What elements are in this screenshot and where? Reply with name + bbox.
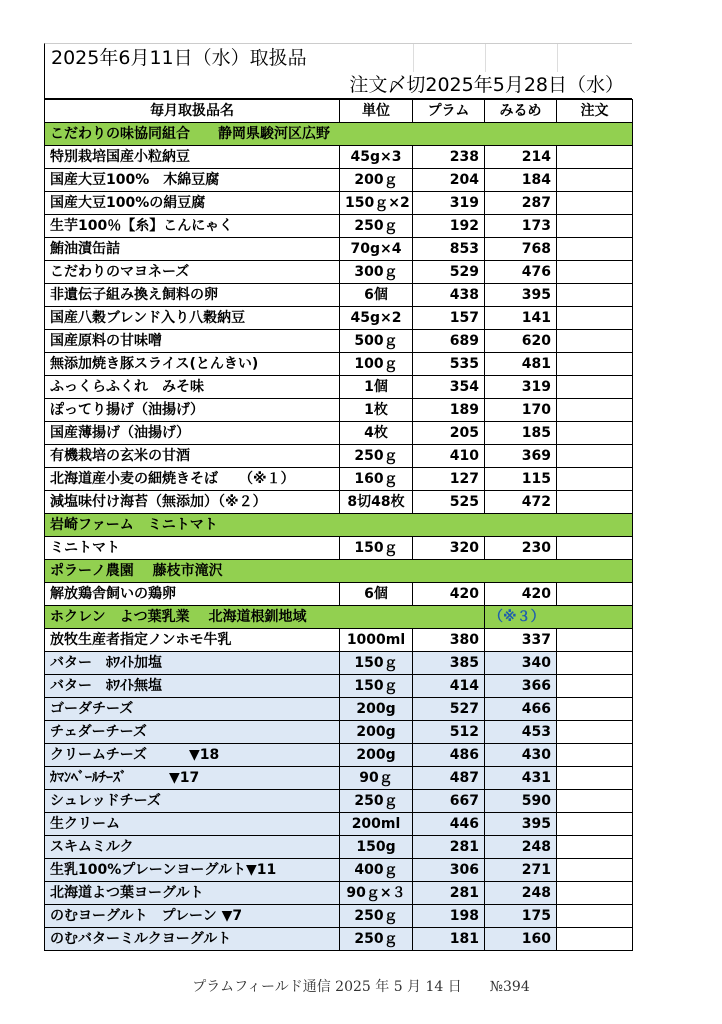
price-mirume: 230 xyxy=(485,537,557,560)
order-quantity-cell[interactable] xyxy=(557,399,633,422)
product-row xyxy=(45,146,633,169)
product-name: 鮪油漬缶詰 xyxy=(45,238,340,261)
order-quantity-cell[interactable] xyxy=(557,698,633,721)
product-unit: 150ｇ xyxy=(340,675,413,698)
table-header-row xyxy=(45,100,633,123)
price-pram: 157 xyxy=(413,307,485,330)
product-name: 生クリーム xyxy=(45,813,340,836)
product-row xyxy=(45,353,633,376)
product-name: 減塩味付け海苔（無添加）（※２） xyxy=(45,491,340,514)
order-quantity-cell[interactable] xyxy=(557,790,633,813)
product-unit: 150g xyxy=(340,836,413,859)
product-row xyxy=(45,721,633,744)
order-quantity-cell[interactable] xyxy=(557,537,633,560)
product-unit: 6個 xyxy=(340,284,413,307)
price-mirume: 287 xyxy=(485,192,557,215)
product-name: ふっくらふくれ みそ味 xyxy=(45,376,340,399)
product-unit: 250ｇ xyxy=(340,790,413,813)
product-row xyxy=(45,882,633,905)
product-unit: 6個 xyxy=(340,583,413,606)
grid-line xyxy=(485,44,486,72)
price-pram: 306 xyxy=(413,859,485,882)
order-quantity-cell[interactable] xyxy=(557,192,633,215)
product-row xyxy=(45,744,633,767)
product-unit: 100ｇ xyxy=(340,353,413,376)
product-name: 有機栽培の玄米の甘酒 xyxy=(45,445,340,468)
section-title: ホクレン よつ葉乳業 北海道根釧地域 xyxy=(45,606,485,629)
price-mirume: 141 xyxy=(485,307,557,330)
order-quantity-cell[interactable] xyxy=(557,744,633,767)
product-unit: 150ｇ xyxy=(340,537,413,560)
product-row xyxy=(45,583,633,606)
product-name: ぽってり揚げ（油揚げ） xyxy=(45,399,340,422)
product-unit: 150ｇ×2 xyxy=(340,192,413,215)
product-name: ゴーダチーズ xyxy=(45,698,340,721)
product-unit: 200g xyxy=(340,698,413,721)
product-name: 無添加焼き豚スライス(とんきい) xyxy=(45,353,340,376)
product-unit: 90ｇ×３ xyxy=(340,882,413,905)
order-quantity-cell[interactable] xyxy=(557,491,633,514)
section-title: 岩崎ファーム ミニトマト xyxy=(45,514,633,537)
product-row xyxy=(45,652,633,675)
product-row xyxy=(45,859,633,882)
order-quantity-cell[interactable] xyxy=(557,813,633,836)
product-unit: 45g×2 xyxy=(340,307,413,330)
grid-line xyxy=(557,44,558,72)
order-quantity-cell[interactable] xyxy=(557,284,633,307)
product-row xyxy=(45,537,633,560)
product-name: バター ﾎﾜｲﾄ無塩 xyxy=(45,675,340,698)
header-mirume: みるめ xyxy=(485,100,557,123)
price-mirume: 369 xyxy=(485,445,557,468)
product-unit: 500ｇ xyxy=(340,330,413,353)
price-pram: 354 xyxy=(413,376,485,399)
product-unit: 70g×4 xyxy=(340,238,413,261)
grid-line xyxy=(413,44,414,72)
product-name: 国産原料の甘味噌 xyxy=(45,330,340,353)
product-name: のむヨーグルト プレーン ▼7 xyxy=(45,905,340,928)
order-quantity-cell[interactable] xyxy=(557,583,633,606)
product-unit: 160ｇ xyxy=(340,468,413,491)
product-unit: 400ｇ xyxy=(340,859,413,882)
price-pram: 127 xyxy=(413,468,485,491)
section-note: （※３） xyxy=(485,606,633,629)
product-row xyxy=(45,491,633,514)
product-row xyxy=(45,836,633,859)
product-name: シュレッドチーズ xyxy=(45,790,340,813)
price-mirume: 248 xyxy=(485,836,557,859)
order-sheet xyxy=(44,43,632,951)
product-name: 北海道よつ葉ヨーグルト xyxy=(45,882,340,905)
header-pram: プラム xyxy=(413,100,485,123)
product-row xyxy=(45,169,633,192)
order-quantity-cell[interactable] xyxy=(557,675,633,698)
price-pram: 438 xyxy=(413,284,485,307)
price-pram: 189 xyxy=(413,399,485,422)
price-mirume: 115 xyxy=(485,468,557,491)
section-header-row xyxy=(45,606,633,629)
product-name: クリームチーズ ▼18 xyxy=(45,744,340,767)
price-mirume: 466 xyxy=(485,698,557,721)
price-mirume: 319 xyxy=(485,376,557,399)
product-row xyxy=(45,399,633,422)
order-quantity-cell[interactable] xyxy=(557,146,633,169)
price-mirume: 620 xyxy=(485,330,557,353)
price-pram: 527 xyxy=(413,698,485,721)
product-row xyxy=(45,330,633,353)
order-quantity-cell[interactable] xyxy=(557,905,633,928)
product-row xyxy=(45,698,633,721)
order-quantity-cell[interactable] xyxy=(557,767,633,790)
section-title: こだわりの味協同組合 静岡県駿河区広野 xyxy=(45,123,633,146)
price-pram: 529 xyxy=(413,261,485,284)
order-quantity-cell[interactable] xyxy=(557,859,633,882)
price-pram: 319 xyxy=(413,192,485,215)
product-name: 放牧生産者指定ノンホモ牛乳 xyxy=(45,629,340,652)
product-name: 国産大豆100% 木綿豆腐 xyxy=(45,169,340,192)
price-pram: 689 xyxy=(413,330,485,353)
order-quantity-cell[interactable] xyxy=(557,238,633,261)
product-unit: 45g×3 xyxy=(340,146,413,169)
price-mirume: 214 xyxy=(485,146,557,169)
product-name: 国産大豆100%の絹豆腐 xyxy=(45,192,340,215)
price-pram: 487 xyxy=(413,767,485,790)
product-name: 解放鶏舎飼いの鶏卵 xyxy=(45,583,340,606)
price-mirume: 248 xyxy=(485,882,557,905)
product-unit: 8切48枚 xyxy=(340,491,413,514)
product-unit: 300ｇ xyxy=(340,261,413,284)
order-quantity-cell[interactable] xyxy=(557,376,633,399)
product-row xyxy=(45,261,633,284)
product-row xyxy=(45,675,633,698)
product-row xyxy=(45,376,633,399)
product-table xyxy=(44,99,633,951)
price-mirume: 366 xyxy=(485,675,557,698)
product-name: 特別栽培国産小粒納豆 xyxy=(45,146,340,169)
product-unit: 200g xyxy=(340,744,413,767)
order-quantity-cell[interactable] xyxy=(557,652,633,675)
price-pram: 410 xyxy=(413,445,485,468)
price-mirume: 431 xyxy=(485,767,557,790)
order-quantity-cell[interactable] xyxy=(557,330,633,353)
price-pram: 385 xyxy=(413,652,485,675)
price-mirume: 184 xyxy=(485,169,557,192)
product-row xyxy=(45,790,633,813)
price-mirume: 476 xyxy=(485,261,557,284)
price-mirume: 170 xyxy=(485,399,557,422)
product-row xyxy=(45,629,633,652)
price-pram: 667 xyxy=(413,790,485,813)
order-quantity-cell[interactable] xyxy=(557,169,633,192)
product-name: 生乳100%プレーンヨーグルト▼11 xyxy=(45,859,340,882)
product-unit: 1個 xyxy=(340,376,413,399)
price-mirume: 271 xyxy=(485,859,557,882)
section-title: ポラーノ農園 藤枝市滝沢 xyxy=(45,560,633,583)
product-name: 生芋100％【糸】こんにゃく xyxy=(45,215,340,238)
product-unit: 200ｇ xyxy=(340,169,413,192)
price-pram: 320 xyxy=(413,537,485,560)
product-row xyxy=(45,445,633,468)
product-name: のむバターミルクヨーグルト xyxy=(45,928,340,951)
product-unit: 250ｇ xyxy=(340,905,413,928)
header-unit: 単位 xyxy=(340,100,413,123)
header-order: 注文 xyxy=(557,100,633,123)
price-pram: 192 xyxy=(413,215,485,238)
price-mirume: 481 xyxy=(485,353,557,376)
table-body xyxy=(45,123,633,951)
price-mirume: 453 xyxy=(485,721,557,744)
price-pram: 525 xyxy=(413,491,485,514)
header-name: 毎月取扱品名 xyxy=(45,100,340,123)
price-mirume: 337 xyxy=(485,629,557,652)
product-row xyxy=(45,192,633,215)
price-pram: 512 xyxy=(413,721,485,744)
price-mirume: 185 xyxy=(485,422,557,445)
product-name: チェダーチーズ xyxy=(45,721,340,744)
order-quantity-cell[interactable] xyxy=(557,422,633,445)
product-unit: 200g xyxy=(340,721,413,744)
price-pram: 380 xyxy=(413,629,485,652)
product-row xyxy=(45,905,633,928)
order-quantity-cell[interactable] xyxy=(557,261,633,284)
product-row xyxy=(45,284,633,307)
price-pram: 535 xyxy=(413,353,485,376)
price-pram: 198 xyxy=(413,905,485,928)
price-pram: 204 xyxy=(413,169,485,192)
price-mirume: 472 xyxy=(485,491,557,514)
product-name: 国産八穀ブレンド入り八穀納豆 xyxy=(45,307,340,330)
product-name: ミニトマト xyxy=(45,537,340,560)
price-pram: 414 xyxy=(413,675,485,698)
price-mirume: 395 xyxy=(485,813,557,836)
price-mirume: 160 xyxy=(485,928,557,951)
order-quantity-cell[interactable] xyxy=(557,629,633,652)
order-quantity-cell[interactable] xyxy=(557,445,633,468)
price-pram: 238 xyxy=(413,146,485,169)
section-header-row xyxy=(45,560,633,583)
product-unit: 90ｇ xyxy=(340,767,413,790)
price-pram: 420 xyxy=(413,583,485,606)
product-row xyxy=(45,422,633,445)
order-quantity-cell[interactable] xyxy=(557,928,633,951)
product-unit: 4枚 xyxy=(340,422,413,445)
price-mirume: 420 xyxy=(485,583,557,606)
product-row xyxy=(45,928,633,951)
product-name: 国産薄揚げ（油揚げ） xyxy=(45,422,340,445)
price-pram: 181 xyxy=(413,928,485,951)
product-name: こだわりのマヨネーズ xyxy=(45,261,340,284)
product-unit: 1枚 xyxy=(340,399,413,422)
price-pram: 205 xyxy=(413,422,485,445)
newsletter-footer: プラムフィールド通信 2025 年 5 月 14 日 №394 xyxy=(192,979,530,995)
product-name: スキムミルク xyxy=(45,836,340,859)
order-quantity-cell[interactable] xyxy=(557,468,633,491)
product-name: 非遺伝子組み換え飼料の卵 xyxy=(45,284,340,307)
order-quantity-cell[interactable] xyxy=(557,215,633,238)
product-unit: 250ｇ xyxy=(340,445,413,468)
product-unit: 1000ml xyxy=(340,629,413,652)
price-pram: 853 xyxy=(413,238,485,261)
product-row xyxy=(45,767,633,790)
order-quantity-cell[interactable] xyxy=(557,307,633,330)
price-pram: 446 xyxy=(413,813,485,836)
sheet-title xyxy=(44,43,632,72)
product-row xyxy=(45,813,633,836)
price-mirume: 175 xyxy=(485,905,557,928)
price-mirume: 173 xyxy=(485,215,557,238)
product-name: ｶﾏﾝﾍﾞｰﾙﾁｰｽﾞ ▼17 xyxy=(45,767,340,790)
section-header-row xyxy=(45,123,633,146)
order-quantity-cell[interactable] xyxy=(557,836,633,859)
product-unit: 200ml xyxy=(340,813,413,836)
product-unit: 150ｇ xyxy=(340,652,413,675)
product-row xyxy=(45,238,633,261)
product-row xyxy=(45,307,633,330)
price-pram: 281 xyxy=(413,836,485,859)
price-pram: 281 xyxy=(413,882,485,905)
price-mirume: 768 xyxy=(485,238,557,261)
price-mirume: 430 xyxy=(485,744,557,767)
price-pram: 486 xyxy=(413,744,485,767)
section-header-row xyxy=(45,514,633,537)
product-row xyxy=(45,468,633,491)
order-quantity-cell[interactable] xyxy=(557,353,633,376)
price-mirume: 590 xyxy=(485,790,557,813)
order-quantity-cell[interactable] xyxy=(557,882,633,905)
product-row xyxy=(45,215,633,238)
order-deadline: 注文〆切2025年5月28日（水） xyxy=(44,72,632,99)
product-name: バター ﾎﾜｲﾄ加塩 xyxy=(45,652,340,675)
product-unit: 250ｇ xyxy=(340,928,413,951)
price-mirume: 340 xyxy=(485,652,557,675)
product-unit: 250ｇ xyxy=(340,215,413,238)
title-text: 2025年6月11日（水）取扱品 xyxy=(51,47,307,69)
price-mirume: 395 xyxy=(485,284,557,307)
product-name: 北海道産小麦の細焼きそば （※１） xyxy=(45,468,340,491)
order-quantity-cell[interactable] xyxy=(557,721,633,744)
